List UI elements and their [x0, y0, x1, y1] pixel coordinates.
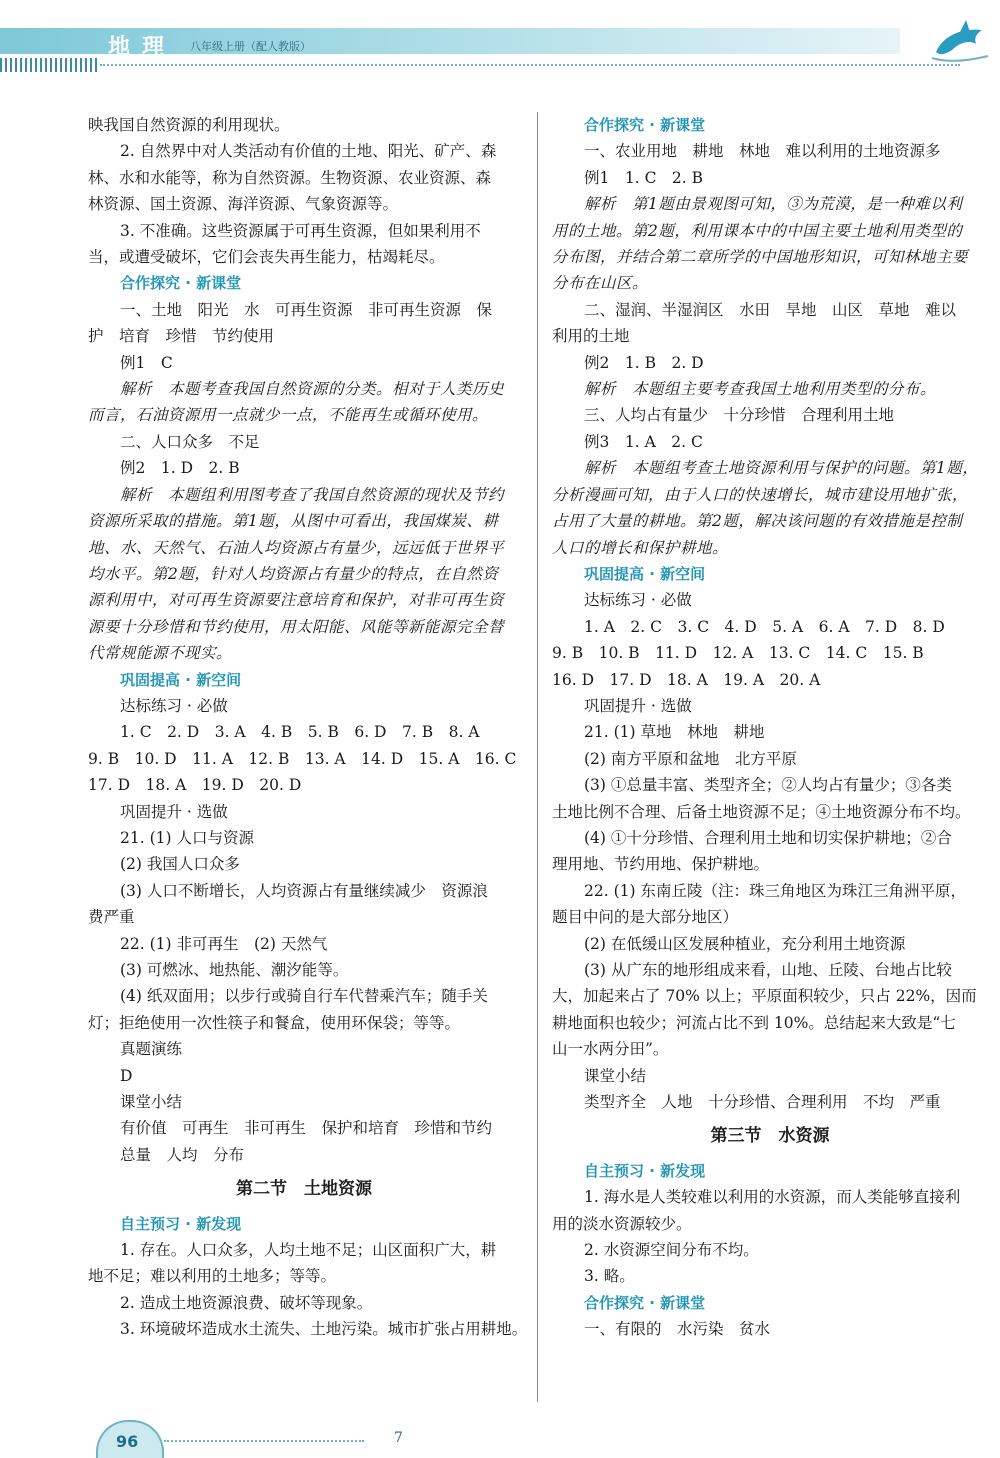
text-line: 巩固提升 · 选做 [120, 802, 228, 821]
text-line: 9. B 10. B 11. D 12. A 13. C 14. C 15. B [552, 644, 924, 663]
column-divider [537, 112, 538, 1402]
text-line: 17. D 18. A 19. D 20. D [88, 776, 302, 795]
analysis-text-line: 解析 第1题由景观图可知，③为荒漠，是一种难以利 [584, 195, 963, 214]
text-line: 22. (1) 非可再生 (2) 天然气 [120, 934, 328, 953]
text-line: 林资源、国土资源、海洋资源、气象资源等。 [88, 195, 399, 214]
section-heading: 合作探究 · 新课堂 [584, 1293, 706, 1312]
text-line: 费严重 [88, 908, 135, 927]
text-line: 21. (1) 草地 林地 耕地 [584, 723, 765, 742]
text-line: 达标练习 · 必做 [584, 591, 692, 610]
text-line: 山一水两分田”。 [552, 1040, 669, 1059]
text-line: 护 培育 珍惜 节约使用 [88, 327, 275, 346]
text-line: 用的淡水资源较少。 [552, 1214, 692, 1233]
text-line: (3) ①总量丰富、类型齐全；②人均占有量少；③各类 [584, 776, 952, 795]
text-line: 22. (1) 东南丘陵（注：珠三角地区为珠江三角洲平原， [584, 881, 966, 900]
text-line: 1. 海水是人类较难以利用的水资源，而人类能够直接利 [584, 1188, 961, 1207]
text-line: 土地比例不合理、后备土地资源不足；④土地资源分布不均。 [552, 802, 971, 821]
text-line: 例2 1. B 2. D [584, 353, 704, 372]
text-line: 例1 C [120, 353, 173, 372]
text-line: 耕地面积也较少；河流占比不到 10%。总结起来大致是“七 [552, 1013, 956, 1032]
text-line: 课堂小结 [120, 1093, 183, 1112]
text-line: 理用地、节约用地、保护耕地。 [552, 855, 770, 874]
analysis-text-line: 解析 本题组主要考查我国土地利用类型的分布。 [584, 380, 937, 399]
section-heading: 合作探究 · 新课堂 [120, 274, 242, 293]
footer-mark: 7 [394, 1430, 403, 1446]
header-tick-marks [0, 58, 100, 72]
section-heading: 巩固提高 · 新空间 [120, 670, 242, 689]
text-line: 9. B 10. D 11. A 12. B 13. A 14. D 15. A 16. C [88, 749, 517, 768]
analysis-text-line: 而言，石油资源用一点就少一点，不能再生或循环使用。 [88, 406, 489, 425]
dolphin-logo-icon [930, 14, 990, 64]
text-line: 题目中问的是大部分地区） [552, 908, 739, 927]
analysis-text-line: 代常规能源不现实。 [88, 644, 233, 663]
text-line: 类型齐全 人地 十分珍惜、合理利用 不均 严重 [584, 1093, 941, 1112]
text-line: 灯；拒绝使用一次性筷子和餐盒，使用环保袋；等等。 [88, 1013, 461, 1032]
analysis-text-line: 地、水、天然气、石油人均资源占有量少，远远低于世界平 [88, 538, 505, 557]
analysis-text-line: 分布在山区。 [552, 274, 649, 293]
text-line: 1. A 2. C 3. C 4. D 5. A 6. A 7. D 8. D [584, 617, 945, 636]
text-line: 当，或遭受破坏，它们会丧失再生能力，枯竭耗尽。 [88, 248, 445, 267]
text-line: 2. 造成土地资源浪费、破坏等现象。 [120, 1293, 373, 1312]
chapter-section-title: 第二节 土地资源 [236, 1179, 372, 1200]
text-line: 2. 自然界中对人类活动有价值的土地、阳光、矿产、森 [120, 142, 497, 161]
text-line: 有价值 可再生 非可再生 保护和培育 珍惜和节约 [120, 1119, 493, 1138]
analysis-text-line: 源要十分珍惜和节约使用，用太阳能、风能等新能源完全替 [88, 617, 505, 636]
text-line: 课堂小结 [584, 1066, 647, 1085]
text-line: 2. 水资源空间分布不均。 [584, 1241, 759, 1260]
analysis-text-line: 分布图，并结合第二章所学的中国地形知识，可知林地主要 [552, 248, 969, 267]
text-line: 3. 略。 [584, 1267, 635, 1286]
section-heading: 自主预习 · 新发现 [120, 1214, 242, 1233]
text-line: (3) 从广东的地形组成来看，山地、丘陵、台地占比较 [584, 961, 952, 979]
text-line: 例1 1. C 2. B [584, 168, 704, 187]
footer-dotted-line [164, 1440, 364, 1442]
section-heading: 巩固提高 · 新空间 [584, 564, 706, 583]
text-line: 大，加起来占了 70% 以上；平原面积较少，只占 22%，因而 [552, 987, 977, 1006]
text-line: 1. 存在。人口众多，人均土地不足；山区面积广大，耕 [120, 1241, 497, 1260]
text-line: 1. C 2. D 3. A 4. B 5. B 6. D 7. B 8. A [120, 723, 480, 742]
analysis-text-line: 解析 本题组考查土地资源利用与保护的问题。第1题， [584, 459, 979, 478]
text-line: 例3 1. A 2. C [584, 432, 703, 451]
text-line: 真题演练 [120, 1040, 183, 1059]
text-line: 21. (1) 人口与资源 [120, 828, 254, 847]
text-line: 三、人均占有量少 十分珍惜 合理利用土地 [584, 406, 895, 425]
text-line: 地不足；难以利用的土地多；等等。 [88, 1267, 337, 1286]
header-dotted-line [100, 64, 960, 66]
text-line: 3. 环境破坏造成水土流失、土地污染。城市扩张占用耕地。 [120, 1320, 528, 1339]
text-line: 达标练习 · 必做 [120, 696, 228, 715]
analysis-text-line: 解析 本题考查我国自然资源的分类。相对于人类历史 [120, 380, 505, 399]
analysis-text-line: 占用了大量的耕地。第2题，解决该问题的有效措施是控制 [552, 512, 963, 531]
text-line: 例2 1. D 2. B [120, 459, 240, 478]
section-heading: 合作探究 · 新课堂 [584, 116, 706, 134]
text-line: 总量 人均 分布 [120, 1145, 245, 1164]
analysis-text-line: 资源所采取的措施。第1题，从图中可看出，我国煤炭、耕 [88, 512, 499, 531]
analysis-text-line: 用的土地。第2题，利用课本中的中国主要土地利用类型的 [552, 221, 963, 240]
text-line: 16. D 17. D 18. A 19. A 20. A [552, 670, 821, 689]
text-line: 一、有限的 水污染 贫水 [584, 1320, 771, 1339]
page-number: 96 [116, 1432, 139, 1451]
analysis-text-line: 源利用中，对可再生资源要注意培育和保护，对非可再生资 [88, 591, 505, 610]
text-line: 一、土地 阳光 水 可再生资源 非可再生资源 保 [120, 300, 493, 319]
text-line: (2) 南方平原和盆地 北方平原 [584, 749, 797, 768]
text-line: (2) 在低缓山区发展种植业，充分利用土地资源 [584, 934, 906, 953]
text-line: 映我国自然资源的利用现状。 [88, 116, 290, 134]
text-line: 二、人口众多 不足 [120, 432, 260, 451]
text-line: (3) 人口不断增长，人均资源占有量继续减少 资源浪 [120, 881, 488, 900]
edition-label: 八年级上册（配人教版） [190, 40, 311, 53]
text-line: 巩固提升 · 选做 [584, 696, 692, 715]
chapter-section-title: 第三节 水资源 [710, 1126, 830, 1147]
left-column [88, 112, 528, 1343]
text-line: (4) ①十分珍惜、合理利用土地和切实保护耕地；②合 [584, 828, 952, 847]
right-column [552, 112, 988, 1343]
text-line: (3) 可燃冰、地热能、潮汐能等。 [120, 961, 349, 979]
text-line: D [120, 1066, 133, 1085]
section-heading: 自主预习 · 新发现 [584, 1161, 706, 1180]
page-header [0, 0, 1000, 80]
analysis-text-line: 均水平。第2题，针对人均资源占有量少的特点，在自然资 [88, 564, 499, 583]
text-line: 3. 不准确。这些资源属于可再生资源，但如果利用不 [120, 221, 481, 240]
analysis-text-line: 分析漫画可知，由于人口的快速增长，城市建设用地扩张， [552, 485, 969, 504]
text-line: (4) 纸双面用；以步行或骑自行车代替乘汽车；随手关 [120, 987, 488, 1006]
analysis-text-line: 人口的增长和保护耕地。 [552, 538, 729, 557]
text-line: 林、水和水能等，称为自然资源。生物资源、农业资源、森 [88, 168, 492, 187]
analysis-text-line: 解析 本题组利用图考查了我国自然资源的现状及节约 [120, 485, 505, 504]
text-line: 一、农业用地 耕地 林地 难以利用的土地资源多 [584, 142, 941, 161]
text-line: (2) 我国人口众多 [120, 855, 240, 874]
text-line: 利用的土地 [552, 327, 630, 346]
text-line: 二、湿润、半湿润区 水田 旱地 山区 草地 难以 [584, 300, 957, 319]
subject-title: 地理 [108, 35, 177, 60]
